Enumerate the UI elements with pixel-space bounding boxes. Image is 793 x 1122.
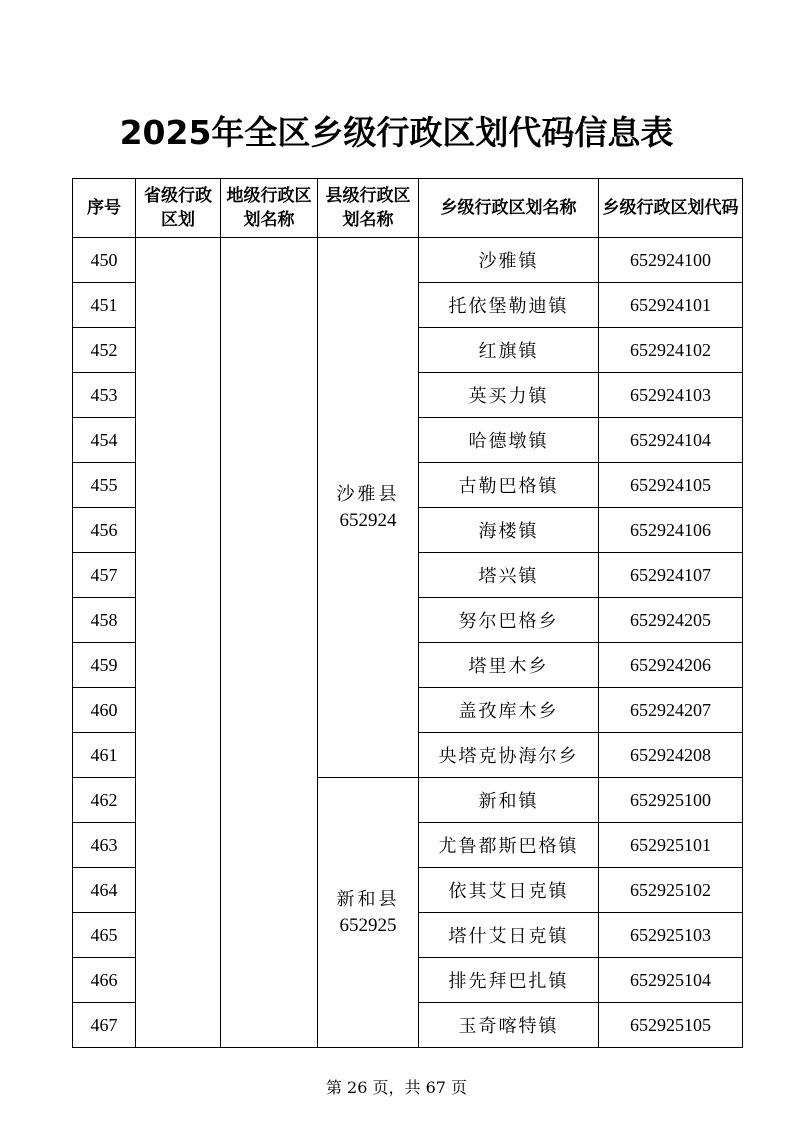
county-code: 652925 — [339, 914, 397, 936]
cell-township-name: 托依堡勒迪镇 — [419, 283, 599, 328]
cell-township-code: 652924104 — [599, 418, 743, 463]
cell-township-code: 652924105 — [599, 463, 743, 508]
cell-township-code: 652924207 — [599, 688, 743, 733]
cell-prefecture — [221, 238, 318, 1048]
county-name: 沙雅县 — [336, 483, 400, 505]
county-code: 652924 — [339, 509, 397, 531]
cell-seq: 462 — [73, 778, 136, 823]
cell-township-name: 英买力镇 — [419, 373, 599, 418]
cell-township-name: 沙雅镇 — [419, 238, 599, 283]
cell-township-name: 塔什艾日克镇 — [419, 913, 599, 958]
cell-township-code: 652925103 — [599, 913, 743, 958]
county-name: 新和县 — [336, 888, 400, 910]
header-code: 乡级行政区划代码 — [599, 179, 743, 238]
cell-township-code: 652924205 — [599, 598, 743, 643]
cell-seq: 460 — [73, 688, 136, 733]
cell-township-name: 红旗镇 — [419, 328, 599, 373]
cell-township-name: 塔里木乡 — [419, 643, 599, 688]
cell-township-code: 652925105 — [599, 1003, 743, 1048]
cell-county — [318, 778, 419, 1048]
cell-seq: 455 — [73, 463, 136, 508]
cell-township-name: 努尔巴格乡 — [419, 598, 599, 643]
cell-seq: 454 — [73, 418, 136, 463]
cell-township-code: 652925104 — [599, 958, 743, 1003]
cell-township-code: 652925101 — [599, 823, 743, 868]
cell-township-code: 652924100 — [599, 238, 743, 283]
cell-county — [318, 238, 419, 778]
cell-seq: 465 — [73, 913, 136, 958]
cell-seq: 463 — [73, 823, 136, 868]
cell-township-name: 排先拜巴扎镇 — [419, 958, 599, 1003]
cell-seq: 453 — [73, 373, 136, 418]
header-township: 乡级行政区划名称 — [419, 179, 599, 238]
cell-seq: 450 — [73, 238, 136, 283]
cell-township-name: 海楼镇 — [419, 508, 599, 553]
page-title: 2025年全区乡级行政区划代码信息表 — [119, 113, 674, 152]
cell-township-name: 央塔克协海尔乡 — [419, 733, 599, 778]
cell-seq: 452 — [73, 328, 136, 373]
cell-seq: 467 — [73, 1003, 136, 1048]
cell-township-code: 652924103 — [599, 373, 743, 418]
cell-seq: 451 — [73, 283, 136, 328]
cell-township-code: 652924106 — [599, 508, 743, 553]
division-code-table — [72, 178, 743, 1048]
cell-township-code: 652924206 — [599, 643, 743, 688]
cell-seq: 464 — [73, 868, 136, 913]
cell-township-name: 哈德墩镇 — [419, 418, 599, 463]
cell-province — [136, 238, 221, 1048]
cell-seq: 458 — [73, 598, 136, 643]
cell-township-name: 玉奇喀特镇 — [419, 1003, 599, 1048]
table-header-row — [73, 179, 743, 238]
cell-township-code: 652925100 — [599, 778, 743, 823]
cell-township-name: 尤鲁都斯巴格镇 — [419, 823, 599, 868]
cell-seq: 459 — [73, 643, 136, 688]
cell-seq: 466 — [73, 958, 136, 1003]
cell-township-name: 盖孜库木乡 — [419, 688, 599, 733]
table-row — [73, 238, 743, 283]
cell-seq: 457 — [73, 553, 136, 598]
cell-township-code: 652925102 — [599, 868, 743, 913]
header-county: 县级行政区划名称 — [318, 179, 419, 238]
cell-township-code: 652924107 — [599, 553, 743, 598]
header-province: 省级行政区划 — [136, 179, 221, 238]
cell-seq: 456 — [73, 508, 136, 553]
cell-seq: 461 — [73, 733, 136, 778]
page-footer: 第 26 页，共 67 页 — [325, 1078, 468, 1097]
cell-township-name: 依其艾日克镇 — [419, 868, 599, 913]
header-prefecture: 地级行政区划名称 — [221, 179, 318, 238]
cell-township-name: 塔兴镇 — [419, 553, 599, 598]
cell-township-code: 652924102 — [599, 328, 743, 373]
cell-township-name: 古勒巴格镇 — [419, 463, 599, 508]
cell-township-code: 652924101 — [599, 283, 743, 328]
cell-township-code: 652924208 — [599, 733, 743, 778]
header-seq: 序号 — [73, 179, 136, 238]
cell-township-name: 新和镇 — [419, 778, 599, 823]
